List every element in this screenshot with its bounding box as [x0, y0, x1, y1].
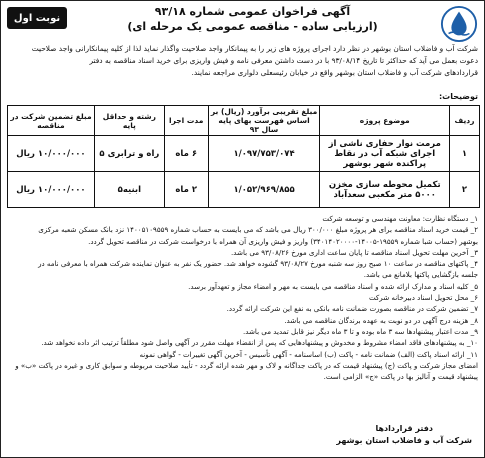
condition-item: بوشهر (حساب شبا شماره ۱۹۵۵۹-۱۴۰۰۵-۳۴۰۱۴۰۲۰۰۰۰) واریز و فیش واریزی آن همراه با درخواست شرکت در مناقصه تحویل گردد. — [88, 236, 478, 246]
condition-item: ۶_ محل تحویل اسناد دبیرخانه شرکت — [368, 293, 478, 303]
title-block — [81, 5, 424, 33]
table-row — [8, 172, 480, 208]
intro-line: دعوت بعمل می آید که حداکثر تا تاریخ ۹۳/۰۸/۱۴ با در دست داشتن معرفی نامه و فیش واریزی برای خرید اسناد مناقصه به دفتر — [89, 56, 478, 65]
intro-line: شرکت آب و فاضلاب استان بوشهر در نظر دارد اجرای پروژه های زیر را به پیمانکار واجد صلاحیت واگذار نماید لذا از کلیه پیمانکارانی واجد صلاحیت — [31, 44, 478, 53]
table-header-row — [8, 106, 480, 136]
condition-item: ۸_ هزینه درج آگهی در دو نوبت به عهده برندگان مناقصه می باشد. — [284, 315, 478, 325]
announcement-subtitle: (ارزیابی ساده - مناقصه عمومی یک مرحله ای) — [127, 20, 378, 33]
row-number: ۲ — [450, 172, 480, 208]
condition-item: ۱_ دستگاه نظارت: معاونت مهندسی و توسعه شرکت — [322, 214, 478, 223]
water-company-logo-icon — [440, 5, 478, 43]
condition-item: ۱۱_ ارائه اسناد پاکت (الف) ضمانت نامه - پاکت (ب) اساسنامه - آگهی تأسیس - آخرین آگهی تغییرات - گواهی نمونه — [139, 349, 478, 359]
table-row — [8, 136, 480, 172]
condition-item: ۷_ تضمین شرکت در مناقصه بصورت ضمانت نامه بانکی به نفع این شرکت ارائه گردد. — [226, 304, 478, 314]
header-estimated-cost: مبلغ تقریبی برآورد (ریال) بر اساس فهرست بهای پایه سال ۹۳ — [208, 106, 320, 136]
duration: ۲ ماه — [164, 172, 208, 208]
header-row-number: ردیف — [450, 106, 480, 136]
condition-item: ۱۰_ به پیشنهادهای فاقد امضاء مشروط و مخدوش و پیشنهادهایی که پس از انقضاء مهلت مقرر در آگهی واصل شود مطلقاً ترتیب اثر داده نخواهد شد. — [41, 338, 478, 348]
guarantee: ۱۰/۰۰۰/۰۰۰ ریال — [8, 136, 95, 172]
condition-item: امضای مجاز شرکت و پاکت (ج) پیشنهاد قیمت که در پاکت جداگانه و لاک و مهر شده ارائه گردد - تأیید صلاحیت مربوطه و سوابق کاری و غیره در پاکت «ب» و — [15, 360, 478, 370]
header-guarantee: مبلغ تضمین شرکت در مناقصه — [8, 106, 95, 136]
footer-company: شرکت آب و فاضلاب استان بوشهر — [336, 436, 472, 445]
publication-badge: نوبت اول — [7, 7, 67, 29]
header-duration: مدت اجرا — [164, 106, 208, 136]
condition-item: جلسه بازگشایی پاکتها بلامانع می باشد. — [363, 270, 478, 280]
notes-label: توضیحات: — [438, 92, 478, 101]
intro-line: قراردادهای شرکت آب و فاضلاب استان بوشهر واقع در خیابان رئیسعلی دلواری مراجعه نمایند. — [191, 68, 478, 77]
grade: ابنیه۵ — [94, 172, 164, 208]
intro-paragraph — [7, 43, 478, 79]
header-grade: رشته و حداقل پایه — [94, 106, 164, 136]
row-number: ۱ — [450, 136, 480, 172]
announcement-title: آگهی فراخوان عمومی شماره ۹۳/۱۸ — [154, 5, 351, 18]
condition-item: ۳_ آخرین مهلت تحویل اسناد مناقصه تا پایان ساعت اداری مورخ ۹۳/۰۸/۲۶ می باشد. — [231, 247, 478, 257]
duration: ۶ ماه — [164, 136, 208, 172]
signature-block — [336, 423, 472, 447]
condition-item: ۲_ قیمت خرید اسناد مناقصه برای هر پروژه مبلغ ۳۰۰/۰۰۰ ریال می باشد که می بایست به حساب شماره ۱۴۰۰۵۱۰۹۵۵۹ نزد بانک مسکن شعبه مرکزی — [38, 225, 478, 235]
projects-table — [7, 105, 480, 208]
estimated-cost: ۱/۰۵۲/۹۶۹/۸۵۵ — [208, 172, 320, 208]
footer-office: دفتر قراردادها — [375, 424, 433, 433]
header-project-subject: موضوع پروژه — [320, 106, 450, 136]
condition-item: پیشنهاد قیمت و آنالیز بها در پاکت «ج» الزامی است. — [323, 372, 478, 382]
condition-item: ۹_ مدت اعتبار پیشنهادها سه ۳ ماه بوده و تا ۳ ماه دیگر نیز قابل تمدید می باشد. — [242, 326, 478, 336]
grade: راه و ترابری ۵ — [94, 136, 164, 172]
project-subject: مرمت نوار حفاری ناشی از اجرای شبکه آب در نقاط پراکنده شهر بوشهر — [320, 136, 450, 172]
condition-item: ۵_ کلیه اسناد و مدارک ارائه شده و اسناد مناقصه می بایست به مهر و امضاء مجاز و تعهدآور برسد. — [188, 281, 478, 291]
estimated-cost: ۱/۰۹۷/۷۵۳/۰۷۴ — [208, 136, 320, 172]
conditions-list — [7, 213, 478, 382]
condition-item: ۴_ پاکتهای مناقصه در ساعت ۱۰ صبح روز سه شنبه مورخ ۹۳/۰۸/۲۷ گشوده خواهد شد. حضور یک نفر به عنوان نماینده شرکت همراه با معرفی نامه در — [38, 259, 478, 269]
guarantee: ۱۰/۰۰۰/۰۰۰ ریال — [8, 172, 95, 208]
project-subject: تکمیل محوطه سازی مخزن ۵۰۰۰ متر مکعبی سعدآباد — [320, 172, 450, 208]
